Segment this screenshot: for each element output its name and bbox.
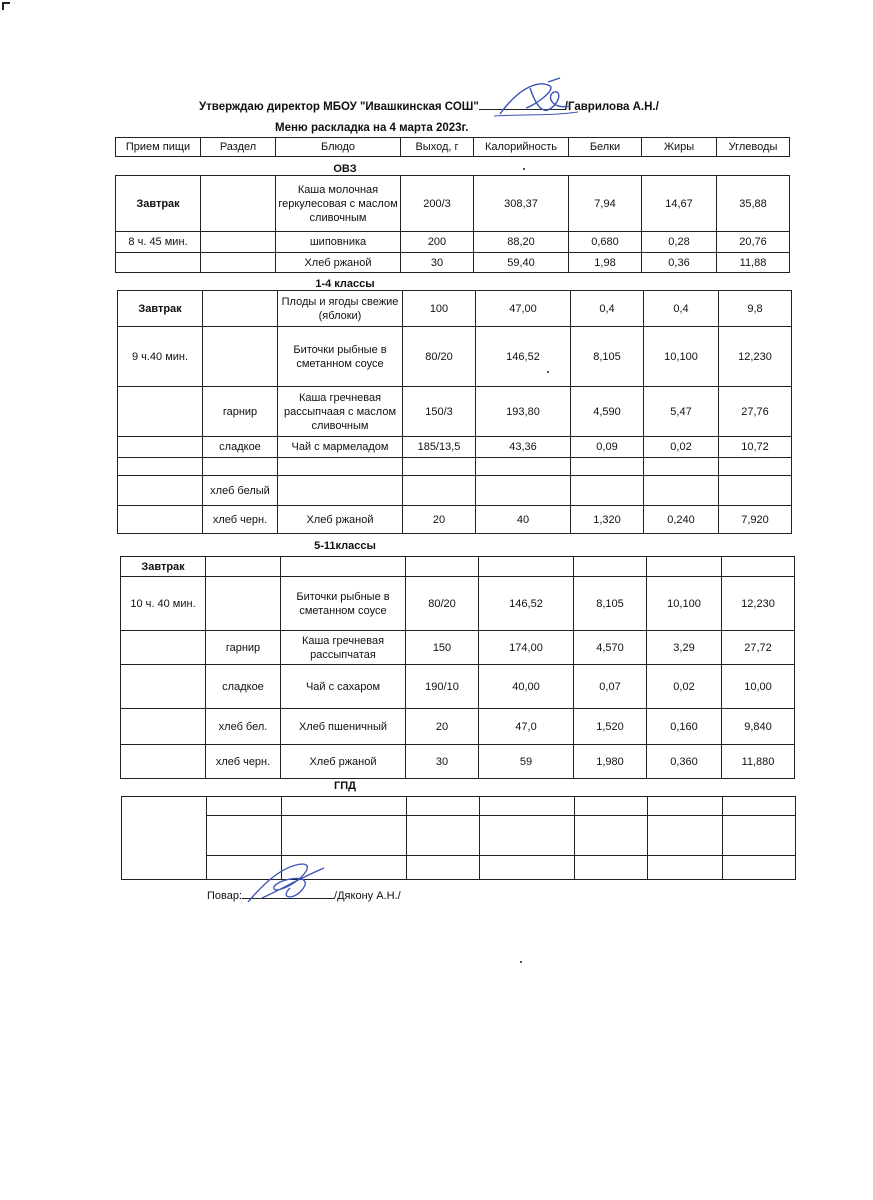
dish-cell: Чай с мармеладом: [278, 437, 403, 458]
fat-cell: 0,36: [642, 253, 717, 273]
protein-cell: 1,520: [574, 709, 647, 745]
fat-cell: 0,240: [644, 506, 719, 534]
fat-cell: 0,160: [647, 709, 722, 745]
output-cell: 20: [403, 506, 476, 534]
director-signature: [490, 76, 580, 122]
fat-cell: 0,360: [647, 745, 722, 779]
col-section: Раздел: [201, 138, 276, 157]
meal-label: Завтрак: [118, 291, 203, 327]
fat-cell: 0,28: [642, 232, 717, 253]
col-kcal: Калорийность: [474, 138, 569, 157]
section-cell: [206, 577, 281, 631]
table-row: [121, 557, 795, 577]
kcal-cell: 40,00: [479, 665, 574, 709]
carbs-cell: 10,72: [719, 437, 792, 458]
dish-cell: Хлеб ржаной: [281, 745, 406, 779]
dish-cell: Хлеб ржаной: [276, 253, 401, 273]
output-cell: 30: [406, 745, 479, 779]
dish-cell: шиповника: [276, 232, 401, 253]
meal-cell: [121, 665, 206, 709]
table-row: [118, 327, 792, 387]
approval-line: [199, 101, 659, 113]
carbs-cell: 9,840: [722, 709, 795, 745]
meal-time: 8 ч. 45 мин.: [116, 232, 201, 253]
section-title-ovz: ОВЗ: [333, 163, 357, 175]
kcal-cell: 193,80: [476, 387, 571, 437]
scan-speck: [520, 961, 522, 963]
section-cell: сладкое: [206, 665, 281, 709]
meal-cell: [118, 437, 203, 458]
carbs-cell: 27,76: [719, 387, 792, 437]
output-cell: 80/20: [406, 577, 479, 631]
col-output: Выход, г: [401, 138, 474, 157]
table-row: [121, 745, 795, 779]
kcal-cell: 43,36: [476, 437, 571, 458]
table-row-empty: [122, 797, 796, 816]
section-title-1-4: 1-4 классы: [315, 278, 375, 290]
kcal-cell: 59,40: [474, 253, 569, 273]
table-row-empty: [122, 816, 796, 856]
carbs-cell: 12,230: [719, 327, 792, 387]
protein-cell: 7,94: [569, 176, 642, 232]
carbs-cell: 7,920: [719, 506, 792, 534]
kcal-cell: 40: [476, 506, 571, 534]
section-title-gpd: ГПД: [334, 780, 356, 792]
section-title-5-11: 5-11классы: [314, 540, 376, 552]
meal-time: 10 ч. 40 мин.: [121, 577, 206, 631]
carbs-cell: 9,8: [719, 291, 792, 327]
protein-cell: 4,570: [574, 631, 647, 665]
meal-label: Завтрак: [121, 557, 206, 577]
kcal-cell: 146,52: [479, 577, 574, 631]
protein-cell: 0,680: [569, 232, 642, 253]
meal-time: 9 ч.40 мин.: [118, 327, 203, 387]
kcal-cell: 308,37: [474, 176, 569, 232]
col-protein: Белки: [569, 138, 642, 157]
table-row: [116, 253, 790, 273]
dish-cell: Биточки рыбные в сметанном соусе: [278, 327, 403, 387]
section-cell: гарнир: [206, 631, 281, 665]
fat-cell: 5,47: [644, 387, 719, 437]
director-name: /Гаврилова А.Н./: [564, 101, 659, 113]
table-row: [121, 709, 795, 745]
scan-corner-mark: [2, 2, 10, 10]
cook-name: /Дякону А.Н./: [334, 890, 401, 902]
meal-label: Завтрак: [116, 176, 201, 232]
dish-cell: Биточки рыбные в сметанном соусе: [281, 577, 406, 631]
section-cell: [201, 176, 276, 232]
section-cell: сладкое: [203, 437, 278, 458]
section-cell: [201, 253, 276, 273]
table-row: [118, 506, 792, 534]
protein-cell: 8,105: [574, 577, 647, 631]
output-cell: 190/10: [406, 665, 479, 709]
dish-cell: Каша гречневая рассыпчатая: [281, 631, 406, 665]
kcal-cell: 174,00: [479, 631, 574, 665]
col-meal: Прием пищи: [116, 138, 201, 157]
carbs-cell: 12,230: [722, 577, 795, 631]
table-row: [118, 476, 792, 506]
column-header-table: [115, 137, 790, 157]
meal-cell: [121, 745, 206, 779]
output-cell: 150/3: [403, 387, 476, 437]
output-cell: 20: [406, 709, 479, 745]
dish-cell: Каша молочная геркулесовая с маслом сливочным: [276, 176, 401, 232]
dish-cell: Плоды и ягоды свежие (яблоки): [278, 291, 403, 327]
table-row: [121, 665, 795, 709]
kcal-cell: 47,00: [476, 291, 571, 327]
output-cell: 100: [403, 291, 476, 327]
fat-cell: 10,100: [647, 577, 722, 631]
carbs-cell: 11,880: [722, 745, 795, 779]
table-row-empty: [118, 458, 792, 476]
kcal-cell: 146,52: [476, 327, 571, 387]
output-cell: 200/3: [401, 176, 474, 232]
protein-cell: 1,980: [574, 745, 647, 779]
gpd-table: [121, 796, 796, 880]
fat-cell: 0,4: [644, 291, 719, 327]
dish-cell: Каша гречневая рассыпчаая с маслом сливочным: [278, 387, 403, 437]
output-cell: 200: [401, 232, 474, 253]
table-row-empty: [122, 856, 796, 880]
protein-cell: 8,105: [571, 327, 644, 387]
output-cell: 30: [401, 253, 474, 273]
carbs-cell: 10,00: [722, 665, 795, 709]
protein-cell: 1,98: [569, 253, 642, 273]
output-cell: 185/13,5: [403, 437, 476, 458]
scan-speck: [523, 168, 525, 170]
carbs-cell: 27,72: [722, 631, 795, 665]
table-row: [118, 437, 792, 458]
section-cell: гарнир: [203, 387, 278, 437]
fat-cell: 3,29: [647, 631, 722, 665]
col-carbs: Углеводы: [717, 138, 790, 157]
menu-title: Меню раскладка на 4 марта 2023г.: [275, 122, 469, 134]
section-cell: [201, 232, 276, 253]
section-cell: хлеб черн.: [206, 745, 281, 779]
protein-cell: 0,4: [571, 291, 644, 327]
fat-cell: 0,02: [644, 437, 719, 458]
section-cell: хлеб бел.: [206, 709, 281, 745]
meal-cell: [121, 709, 206, 745]
section-cell: [203, 291, 278, 327]
table-row: [118, 387, 792, 437]
meal-cell: [118, 387, 203, 437]
col-fat: Жиры: [642, 138, 717, 157]
protein-cell: 1,320: [571, 506, 644, 534]
carbs-cell: 35,88: [717, 176, 790, 232]
table-row: [116, 176, 790, 232]
output-cell: 80/20: [403, 327, 476, 387]
carbs-cell: 20,76: [717, 232, 790, 253]
protein-cell: 4,590: [571, 387, 644, 437]
output-cell: 150: [406, 631, 479, 665]
table-row: [121, 631, 795, 665]
section-cell: хлеб черн.: [203, 506, 278, 534]
ovz-table: [115, 175, 790, 273]
kcal-cell: 47,0: [479, 709, 574, 745]
fat-cell: 10,100: [644, 327, 719, 387]
meal-cell: [121, 631, 206, 665]
table-row: [116, 232, 790, 253]
cook-signature: [240, 858, 330, 908]
carbs-cell: 11,88: [717, 253, 790, 273]
grades-1-4-table: [117, 290, 792, 534]
dish-cell: Хлеб ржаной: [278, 506, 403, 534]
fat-cell: 14,67: [642, 176, 717, 232]
col-dish: Блюдо: [276, 138, 401, 157]
fat-cell: 0,02: [647, 665, 722, 709]
section-cell: хлеб белый: [203, 476, 278, 506]
scan-speck: [547, 371, 549, 373]
meal-cell: [116, 253, 201, 273]
dish-cell: Чай с сахаром: [281, 665, 406, 709]
dish-cell: Хлеб пшеничный: [281, 709, 406, 745]
meal-cell: [118, 506, 203, 534]
grades-5-11-table: [120, 556, 795, 779]
meal-cell: [118, 476, 203, 506]
table-row: [118, 291, 792, 327]
section-cell: [203, 327, 278, 387]
protein-cell: 0,07: [574, 665, 647, 709]
approval-text: Утверждаю директор МБОУ "Ивашкинская СОШ": [199, 101, 479, 113]
kcal-cell: 88,20: [474, 232, 569, 253]
cook-label: Повар:: [207, 890, 243, 902]
table-row: [121, 577, 795, 631]
kcal-cell: 59: [479, 745, 574, 779]
protein-cell: 0,09: [571, 437, 644, 458]
